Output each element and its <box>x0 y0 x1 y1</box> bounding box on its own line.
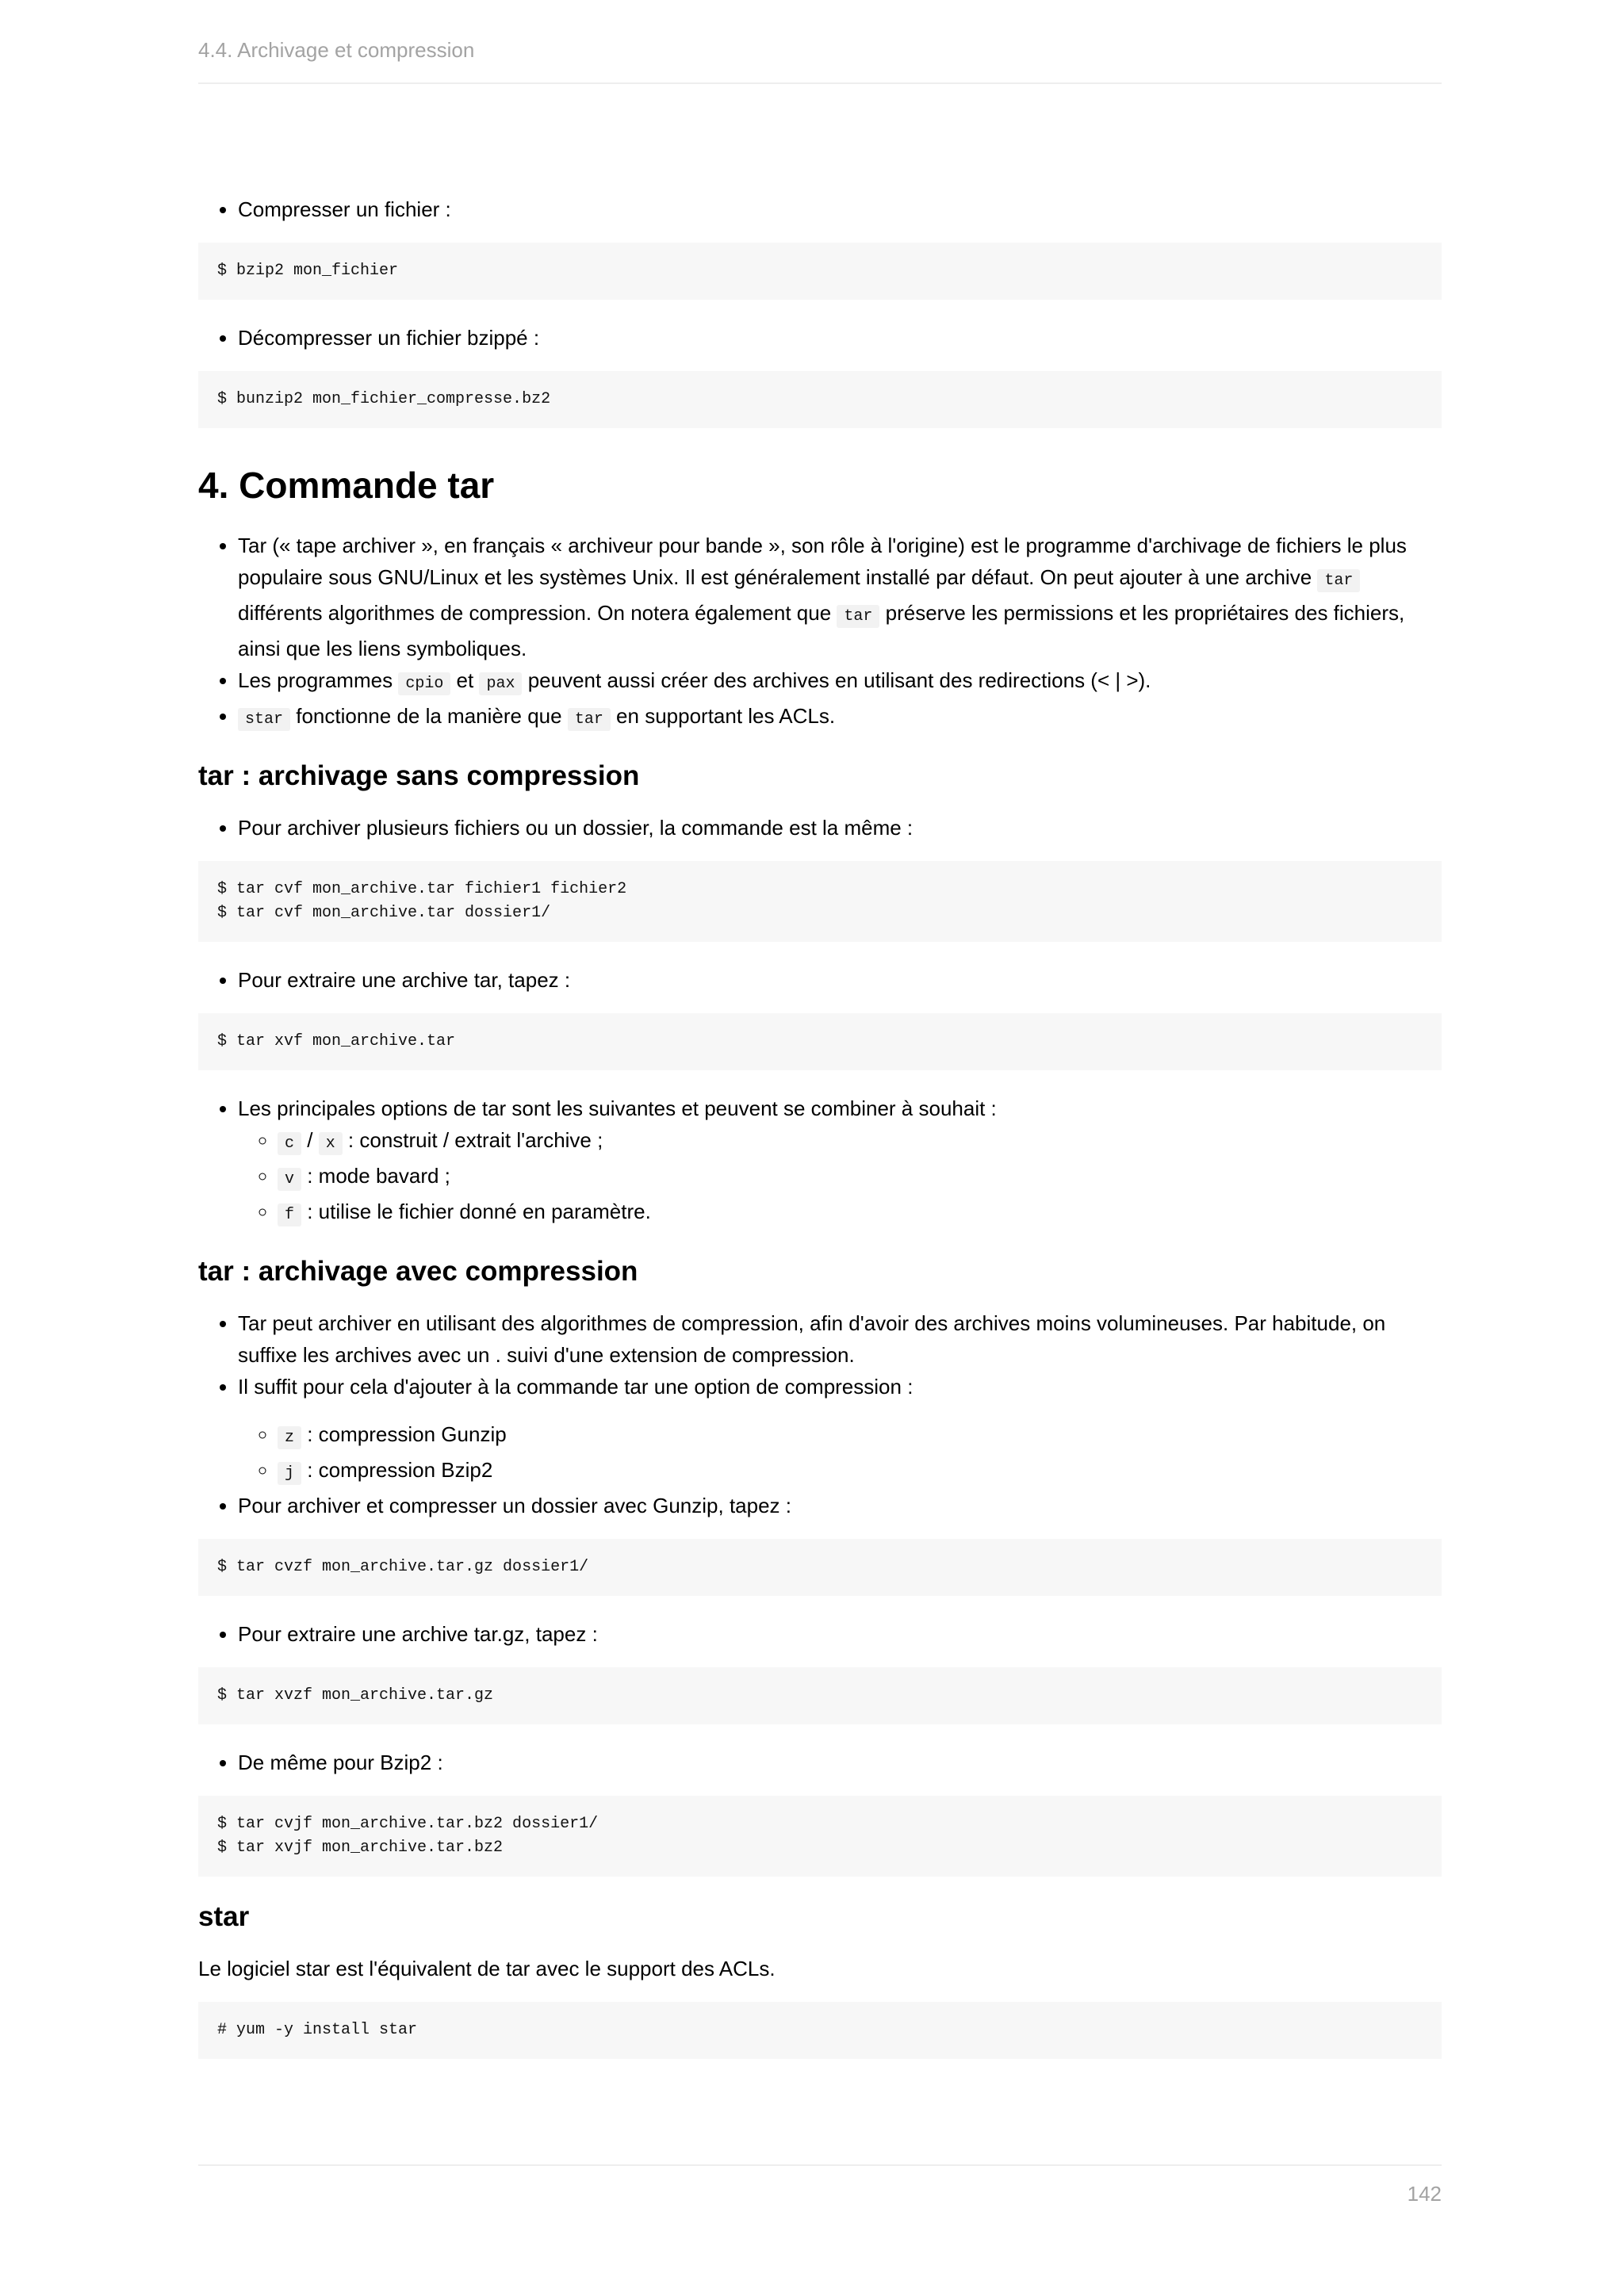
inline-code: cpio <box>398 672 450 695</box>
avec-list-1 <box>198 1307 1442 1521</box>
inline-code: j <box>278 1462 301 1485</box>
text: : compression Gunzip <box>301 1422 507 1446</box>
code-block: $ tar cvzf mon_archive.tar.gz dossier1/ <box>198 1539 1442 1596</box>
inline-code: x <box>319 1132 343 1155</box>
subsection-heading-avec: tar : archivage avec compression <box>198 1256 638 1287</box>
page-content <box>198 193 1442 2059</box>
bzip-list-2 <box>198 322 1442 354</box>
code-block: # yum -y install star <box>198 2002 1442 2059</box>
text: : utilise le fichier donné en paramètre. <box>301 1200 651 1223</box>
text: préserve les permissions et les propriétaires des fichiers, ainsi que les liens symboliques. <box>238 601 1405 660</box>
sans-list-1 <box>198 812 1442 844</box>
list-item: • Tar peut archiver en utilisant des algorithmes de compression, afin d'avoir des archives moins volumineuses. Par habitude, on suffixe les archives avec un . suivi d'une extension de compression. <box>238 1307 1442 1371</box>
text: fonctionne de la manière que <box>290 704 568 728</box>
section-heading-tar: 4. Commande tar <box>198 465 495 506</box>
code-block: $ bunzip2 mon_fichier_compresse.bz2 <box>198 371 1442 428</box>
text: : construit / extrait l'archive ; <box>342 1128 603 1152</box>
code-block: $ tar cvjf mon_archive.tar.bz2 dossier1/ $ tar xvjf mon_archive.tar.bz2 <box>198 1796 1442 1877</box>
sublist-item <box>278 1196 1442 1231</box>
list-item: • Décompresser un fichier bzippé : <box>238 322 1442 354</box>
bzip-list-1 <box>198 193 1442 225</box>
list-item: • Compresser un fichier : <box>238 193 1442 225</box>
tar-intro-list <box>198 530 1442 736</box>
text: Il suffit pour cela d'ajouter à la commande tar une option de compression : <box>238 1375 914 1399</box>
sublist-item <box>278 1124 1442 1160</box>
text: Les programmes <box>238 668 399 692</box>
paragraph: Le logiciel star est l'équivalent de tar avec le support des ACLs. <box>198 1957 776 1980</box>
list-item: • Pour extraire une archive tar, tapez : <box>238 964 1442 996</box>
list-item: • Pour archiver et compresser un dossier avec Gunzip, tapez : <box>238 1490 1442 1521</box>
text: en supportant les ACLs. <box>610 704 836 728</box>
text: peuvent aussi créer des archives en utilisant des redirections (< | >). <box>522 668 1151 692</box>
inline-code: tar <box>1317 569 1360 592</box>
inline-code: pax <box>479 672 522 695</box>
document-page <box>198 0 1442 2296</box>
inline-code: v <box>278 1168 301 1191</box>
page-number: 142 <box>1407 2182 1442 2206</box>
code-block: $ tar cvf mon_archive.tar fichier1 fichier2 $ tar cvf mon_archive.tar dossier1/ <box>198 861 1442 942</box>
subsection-heading-sans: tar : archivage sans compression <box>198 760 640 791</box>
inline-code: f <box>278 1203 301 1226</box>
code-block: $ tar xvzf mon_archive.tar.gz <box>198 1667 1442 1724</box>
inline-code: c <box>278 1132 301 1155</box>
inline-code: tar <box>837 605 879 628</box>
text: : mode bavard ; <box>301 1164 450 1188</box>
code-block: $ tar xvf mon_archive.tar <box>198 1013 1442 1070</box>
list-item <box>238 530 1442 664</box>
inline-code: z <box>278 1426 301 1449</box>
text: Les principales options de tar sont les suivantes et peuvent se combiner à souhait : <box>238 1096 997 1120</box>
list-item: • Pour extraire une archive tar.gz, tapez : <box>238 1618 1442 1650</box>
list-item <box>238 1093 1442 1231</box>
running-header: 4.4. Archivage et compression <box>198 38 1442 84</box>
sublist-item <box>278 1418 1442 1454</box>
sublist-item <box>278 1454 1442 1490</box>
code-block: $ bzip2 mon_fichier <box>198 243 1442 300</box>
avec-list-2 <box>198 1618 1442 1650</box>
text: Tar (« tape archiver », en français « archiveur pour bande », son rôle à l'origine) est le programme d'archivage de fichiers le plus populaire sous GNU/Linux et les systèmes Unix. Il est généralement installé par défaut. On peut ajouter à une archive <box>238 534 1407 589</box>
list-item: • De même pour Bzip2 : <box>238 1747 1442 1778</box>
text: et <box>450 668 480 692</box>
text: différents algorithmes de compression. On notera également que <box>238 601 837 625</box>
text: : compression Bzip2 <box>301 1458 493 1482</box>
list-item: • Pour archiver plusieurs fichiers ou un dossier, la commande est la même : <box>238 812 1442 844</box>
inline-code: star <box>238 708 290 731</box>
compression-sublist <box>238 1418 1442 1490</box>
sublist-item <box>278 1160 1442 1196</box>
options-sublist <box>238 1124 1442 1231</box>
list-item <box>238 700 1442 736</box>
sans-list-2 <box>198 964 1442 996</box>
list-item <box>238 1371 1442 1490</box>
footer-divider <box>198 2164 1442 2166</box>
text: / <box>301 1128 319 1152</box>
list-item <box>238 664 1442 700</box>
inline-code: tar <box>568 708 611 731</box>
avec-list-3 <box>198 1747 1442 1778</box>
subsection-heading-star: star <box>198 1901 250 1932</box>
sans-list-3 <box>198 1093 1442 1231</box>
